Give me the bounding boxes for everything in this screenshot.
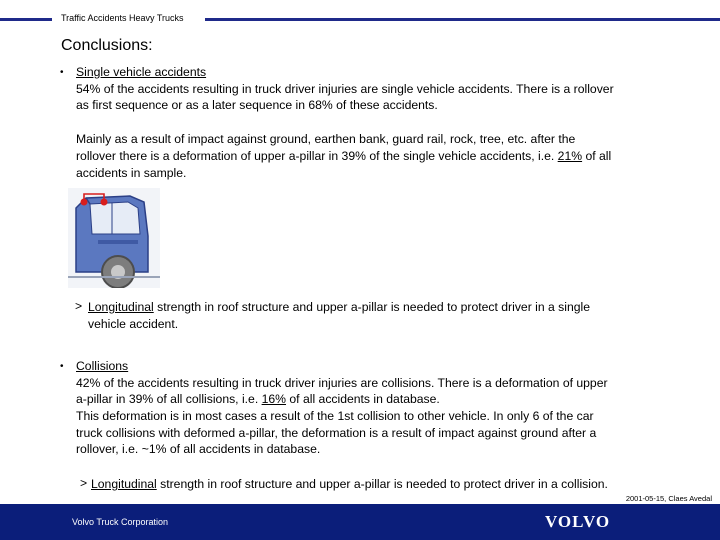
single-p2-line2-end: of all [585, 149, 612, 163]
collisions-title-text: Collisions [76, 359, 129, 373]
single-p1-line1: 54% of the accidents resulting in truck driver injuries are single vehicle accidents. There is a rollover [76, 82, 614, 96]
single-conclusion-line1 [88, 299, 590, 316]
collisions-line5: rollover, i.e. ~1% of all accidents in database. [76, 442, 321, 456]
single-conclusion-line2: vehicle accident. [88, 317, 179, 331]
header-bar-left [0, 18, 52, 21]
single-conclusion-text: strength in roof structure and upper a-pillar is needed to protect driver in a single [157, 300, 591, 314]
collisions-pct-16: 16% [261, 392, 287, 406]
truck-cab-illustration [68, 188, 160, 288]
collisions-line2-end: of all accidents in database. [289, 392, 440, 406]
collisions-line4: truck collisions with deformed a-pillar, the deformation is a result of impact against ground after a [76, 426, 597, 440]
collisions-line3: This deformation is in most cases a result of the 1st collision to other vehicle. In only 6 of the car [76, 409, 594, 423]
single-p2-line2 [76, 148, 611, 165]
bullet-collisions: • [60, 361, 64, 372]
collisions-line2 [76, 391, 440, 408]
collisions-title [76, 358, 128, 375]
header-title: Traffic Accidents Heavy Trucks [61, 13, 184, 23]
arrow-single: > [75, 299, 83, 313]
deformation-marker-rear [101, 199, 108, 206]
volvo-logo: VOLVO [545, 512, 611, 531]
collisions-line1: 42% of the accidents resulting in truck driver injuries are collisions. There is a deformation of upper [76, 376, 608, 390]
page-heading: Conclusions: [61, 37, 153, 54]
single-p2-line1: Mainly as a result of impact against ground, earthen bank, guard rail, rock, tree, etc. after the [76, 132, 576, 146]
collisions-conclusion-text: strength in roof structure and upper a-pillar is needed to protect driver in a collision. [160, 477, 608, 491]
footer-date: 2001-05-15, Claes Avedal [625, 494, 712, 503]
single-conclusion-keyword: Longitudinal [88, 300, 154, 314]
single-title-text: Single vehicle accidents [76, 65, 207, 79]
collisions-conclusion-keyword: Longitudinal [91, 477, 157, 491]
single-p2-line2-text: rollover there is a deformation of upper a-pillar in 39% of the single vehicle accidents, i.e. [76, 149, 555, 163]
arrow-collisions: > [80, 476, 88, 490]
single-title [76, 64, 206, 81]
single-p2-line3: accidents in sample. [76, 166, 187, 180]
single-p1-line2: as first sequence or as a later sequence in 68% of these accidents. [76, 98, 438, 112]
header-bar-right [205, 18, 720, 21]
bullet-single: • [60, 67, 64, 78]
footer-corporation: Volvo Truck Corporation [72, 517, 169, 527]
deformation-marker-front [81, 199, 88, 206]
footer-bar [0, 504, 720, 540]
single-pct-21: 21% [557, 149, 583, 163]
collisions-line2-start: a-pillar in 39% of all collisions, i.e. [76, 392, 259, 406]
collisions-conclusion [91, 476, 608, 493]
